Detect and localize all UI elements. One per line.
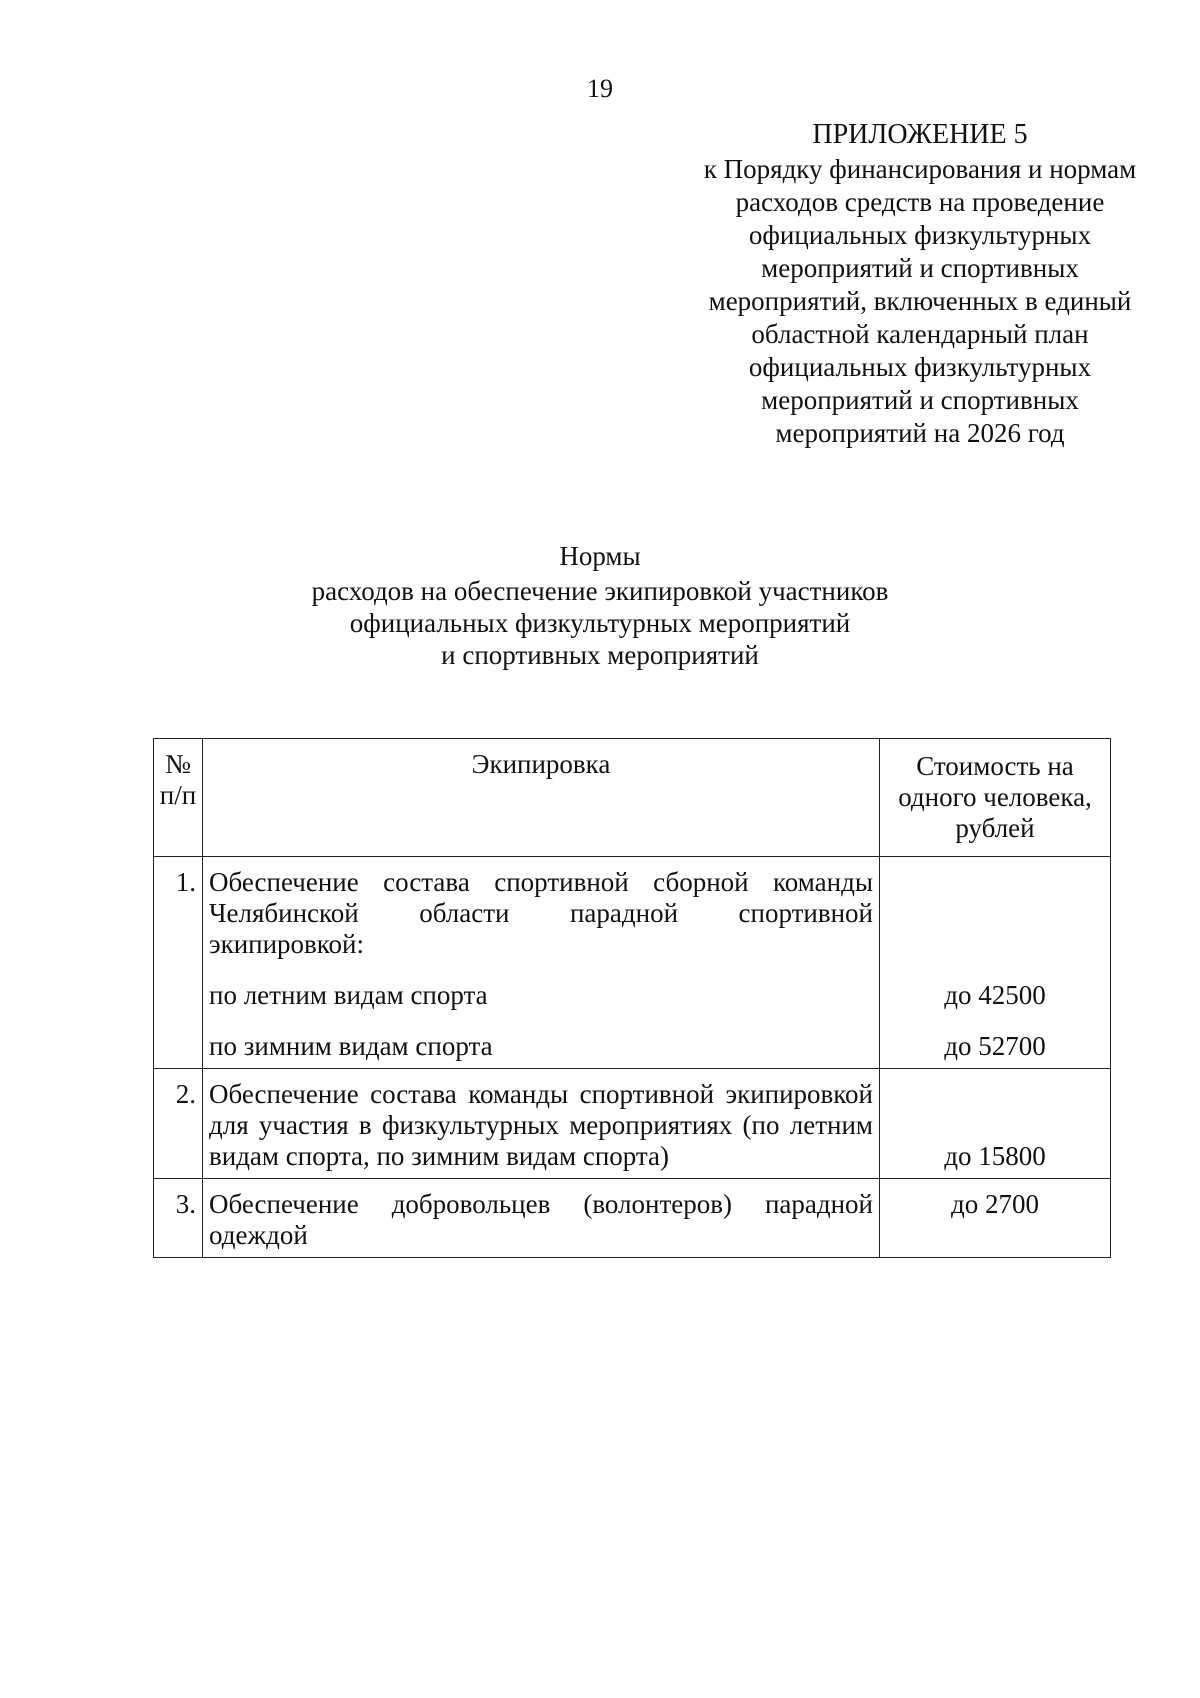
header-cost: Стоимость на одного человека, рублей: [880, 739, 1111, 857]
norms-subtitle-line: и спортивных мероприятий: [441, 640, 759, 670]
sub-item-cost: до 52700: [944, 1031, 1046, 1061]
row-number: 2.: [154, 1069, 203, 1179]
row-description: Обеспечение состава спортивной сборной команды Челябинской области парадной спортивной экипировкой: по летним видам спорта по зимним видам спорта: [203, 857, 880, 1069]
row-cost: до 2700: [880, 1179, 1111, 1258]
norms-subtitle-line: расходов на обеспечение экипировкой участников: [311, 576, 889, 606]
table-row: [154, 1179, 1111, 1258]
appendix-line: мероприятий на 2026 год: [775, 418, 1065, 448]
appendix-line: мероприятий, включенных в единый: [708, 286, 1132, 316]
norms-subtitle-line: официальных физкультурных мероприятий: [349, 608, 851, 638]
row-number: 1.: [154, 857, 203, 1069]
header-number: № п/п: [154, 739, 203, 857]
table-header-row: [154, 739, 1111, 857]
row-description: Обеспечение добровольцев (волонтеров) парадной одеждой: [203, 1179, 880, 1258]
table-row: [154, 857, 1111, 1069]
appendix-line: мероприятий и спортивных: [761, 253, 1079, 283]
sub-item-cost: до 42500: [944, 980, 1046, 1010]
appendix-line: областной календарный план: [751, 319, 1089, 349]
norms-heading: [0, 540, 1200, 671]
row-cost: до 15800: [880, 1069, 1111, 1179]
appendix-line: официальных физкультурных: [748, 220, 1092, 250]
appendix-header: [660, 118, 1180, 450]
header-equipment: Экипировка: [203, 739, 880, 857]
page-number: 19: [587, 74, 613, 103]
appendix-title: ПРИЛОЖЕНИЕ 5: [812, 119, 1028, 150]
row-cost: [880, 857, 1111, 1069]
appendix-line: расходов средств на проведение: [735, 187, 1105, 217]
appendix-line: официальных физкультурных: [748, 352, 1092, 382]
norms-title: Нормы: [559, 541, 641, 571]
appendix-line: мероприятий и спортивных: [761, 385, 1079, 415]
row-description: Обеспечение состава команды спортивной экипировкой для участия в физкультурных мероприятиях (по летним видам спорта, по зимним видам спорта): [203, 1069, 880, 1179]
sub-item-label: по летним видам спорта: [209, 980, 488, 1010]
appendix-line: к Порядку финансирования и нормам: [703, 154, 1137, 184]
equipment-norms-table: [153, 738, 1111, 1258]
sub-item-label: по зимним видам спорта: [209, 1031, 493, 1061]
table-row: [154, 1069, 1111, 1179]
row-number: 3.: [154, 1179, 203, 1258]
